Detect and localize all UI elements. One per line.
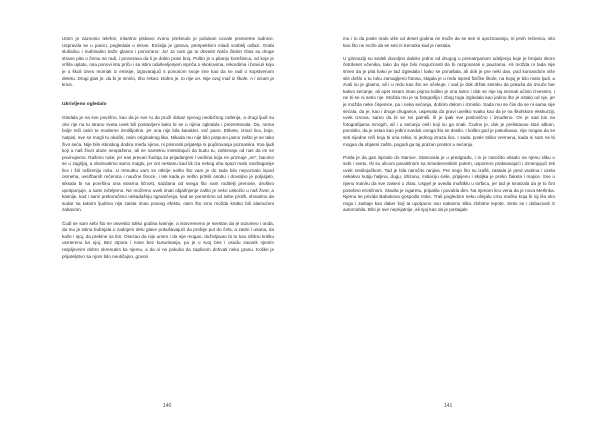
- body-paragraph-2: Čudi se sam sebi što se osvestio toliko godina kasnije, a istovremeno je svestan da je razumeo i onda, da mu je sitina bubnjala u zadnjem delu glave pokušavajući da probije put do čela, a zatim i usana, da kaže i njoj, da prekine sa tim. Osećao da nije umeo i da nije mogao, doživljavao bi to kao izlišnu kritiku usmerenu ka njoj. Bez otpora i nose bez kusurisanja, pa je u svoj bes i osudu zauvek njenim raspljevnim dobro okrenutim ka njemu, a da ni ne pokuša da zaplivom dohvati neku granu. Koliko je prijateljstvo sa njom bilo neutičajno, govori: [62, 220, 274, 259]
- intro-italic-2: Dobro je, to nije on. Nije ovaj mali iz škole. A i nisam ja kriva.: [62, 75, 274, 88]
- page-number-left: 140: [163, 403, 172, 409]
- intro-rest: Glas sa druge strane pita o čemu se radi, i proverava da li je dobio pravi broj. Pošto je u pitanju komšinica, od koje je vršila uplatu, ona ponovi istu priču i sa istim oduševljenjem ispriča o skokovima, rekordima i bravuri koju je u školi izveo momak iz emisije, izgovarajući s ponosom svoje ime kao da se radi o sopstvenom detetu. Drugi glas je, da bi je smirio, tiho rekao:: [62, 49, 274, 81]
- right-page: [343, 36, 555, 402]
- intro-italic: Ja! Ja sam ga tu dovela! Naša škola!: [161, 49, 242, 55]
- right-paragraph-1: mu i to da posle malo više od deset godina ne može da se seti ni upoznavanja, ni prvih rečenica, sito kao što ne može da se seti ni trenutka kad je nestala.: [343, 36, 555, 48]
- right-paragraph-3: Posla je da gas ispratio do stanice. Stanovala je u predgrađu, i to je naročito utisalo na njenu sliku o sebi i svetu. Iši su ulicom paralelnom sa Smederevskim putem, usporeno praksavajući i izmenjujući tek uvek sredinjačkom. Tad je bila naročito ranjiva. Pre nego što su izašli, zastala je pred vratima i uzela nekakvu kutiju haljinu, dugu, izlizanu, mitiaciju svile, pripijenu i skoljka je preko žaketa i majice. Sve u njenu maniru da sve zaseni u zlatu. Uspjel je uvedla mušitklu u torbicu, jer tad je smatrala da je to čini posebno erotičnom. Stavila je cigaretu, pripalila i povukla dim. Na njenom licu vena da je nova Merlinka. Njemu se privida Babukova gospođa Voke. Trali pogledom neku olinjalu crnu mačku koja bi ioj iša oko nogu i zastaje kao daker koji ta upotpuno ovu nakaznu sliku zlobitne lepote. Setio se i dobacivali iz automobila. Bilo je sve neprijatnije, ali njoj kao da je postajalo: [343, 154, 555, 213]
- page-number-right: 141: [444, 403, 453, 409]
- left-page: [62, 36, 274, 402]
- section-heading: Izkrivljeno ogledalo: [62, 101, 107, 107]
- intro-text: Utom je zazvonio telefon, iritantno piskavo zvono prekinulo je poluisan ocvale prosvetne radnice. Uspravila se u panici, pogledala u ekran. Emisija je gotova, perspektivni mladi voditelj odlazi. Grabi slušalicu i mahinalno kaže glasno i poncirano:: [62, 36, 274, 55]
- right-paragraph-2: U gimnaziji su sedeli dovoljno daleko jedno od drugog u prenatrpanom odeljenju koje je brojalo skoro četrdeset učenika, tako da nije bilo mogućnosti da bi razgovarali u pauzama. Ali možda ni tada nije smeo da je pita kako je tad izgledala i kako se ponašala, ali dok je pre neki dan, pod komandom više sile došlo u tu ruku zamagljeno fotosa, stajala je u redu ispred fizičke škole, na kojoj je bilo malo ljudi, a zvali su je glasno, ali i u redu kao što se očekuje, i sad je dok držak snimku da pokuša da izvuče bar kakvo sećanje, ali opet nisam imao pojma koliko je ona tamo i dok se nije taj snimak učinio izvesnim, i ne bi se ni setio nje. Možda mu je ta fotografija i zbog toga izgledala kao jedino što je ostalo od nje, jer je možda neke činjenice, pa i neka sećanja, dobrim delom i izmislio. Sada mu se čini da se ni sama nije sećala, da je, kao i druge drugarice, uspevala da pravi uveliko svako kao da je na školskom ekskurziji, uvek iznova, samo da bi se svi pamtili. Ili je ipak sve poslovično i iznuđeno. On je sad bio na fotografijama mnogih, ali i u sećanju onih koji su ga znali. Čudno je, dok je prelistavao stari album, pomislio, da je ostao kao jedini svedok onoga što se desilo. I koliko god je pokušavao, nije mogao da se seti nijedne reči koju bi ona rekla, ni jednog izraza lica. I sada, posle toliko vremena, kada ni sam ne bi mogao da objasni zašto, pogodi ga taj prazan prostor u sećanju.: [343, 55, 555, 147]
- intro-paragraph: [62, 36, 274, 89]
- body-paragraph: Gledala je na sve površno, kao da je sve tu da pruži dokaz njenog neobičnog rođenja, a drugi ljudi su oko nje na tu stranu sveta uvek bili postavljeni kako bi se u njima ogledala i prezentovala. Da, nema bolje reči osim te moderne izmišljotine, jer ona nije bila karakter, več pano. Etikete, izrazi lica, boje, natpisi, sve se mogli tu okačiti, osim originalnog lika. Nikada mu nije bilo potpuno jasno zašto je se tako živo seća. Nije bilo istinskog dodira među njima, ni prisnosti prijatelja ni pojćitovanja poznanika. Ima ljudi koji u naš život ulaze neopaženo, ali se nametnu insistirajući da budu tu, zahtevaju od nas da im se povinujemo. Rašimo ruke, jer nas prevari žudnja za prijadanjem i vedrina koja ne priznaje „ne", bacimo se u zagrljaj, a obuhvatimo samo maglu, jer oni nestanu kad tik iza nekog uha spazi malo razdraganije lice i širi rašireniju ruku. U trenutku vam se otkrije nešto što vam je do tada bilo nepoznato ispod osmeha, uvežbanih rečenica i naučne finoće, i tek kada je nešto pritisli osobu i dovoljno je poljuljalo, siksala bi na površinu ona stvarna ličnost, sazdana od svega što nam roditelji prenose, društvo upotpunjuje, a sami ničeljemo. Ne možemo uvek imati objašnjenje zašto je neko uskočio u naš život, a kasnije, kad i sami prekoračimo nekadašnju ograničenja, kad se pomerimo od sebe prolih, shvatimo da sudar sa takvim ljudima nije zaista imao pravog efekta, osim što smo možda kratko bili olamućeni zabavom.: [62, 115, 274, 213]
